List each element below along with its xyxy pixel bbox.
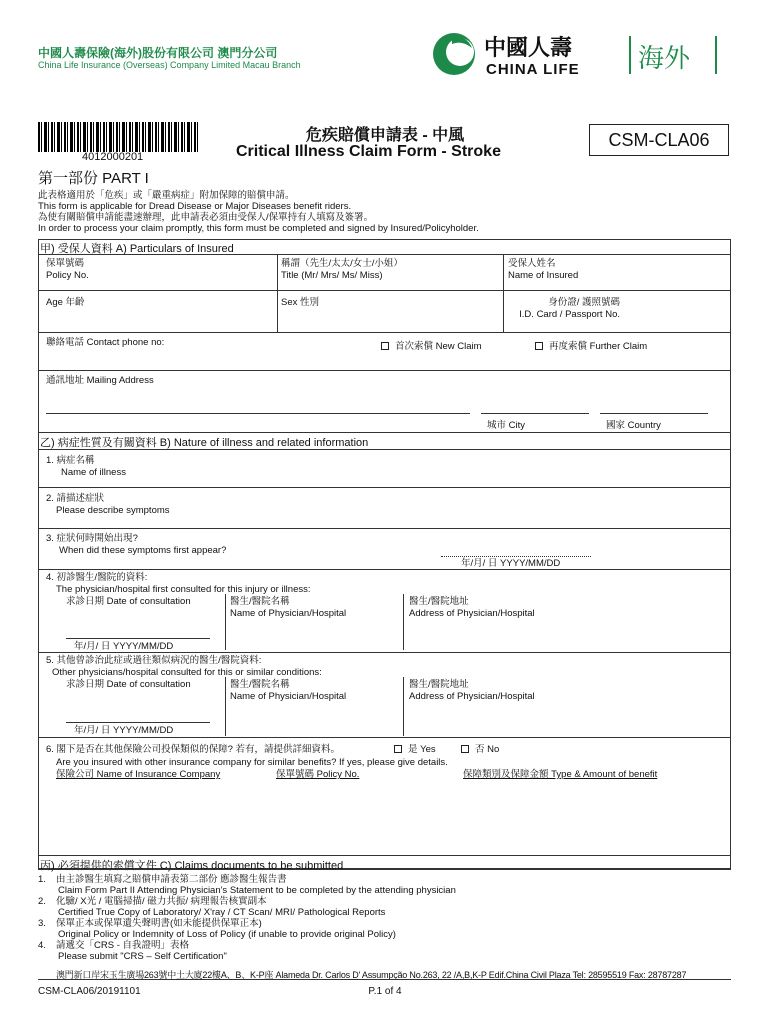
first-consult-heading: 4. 初診醫生/醫院的資料: The physician/hospital first consulted for this injury or illness: xyxy=(46,572,311,595)
insurance-policy-column[interactable]: 保單號碼 Policy No. xyxy=(276,769,360,780)
first-physician-address-field[interactable]: 醫生/醫院地址 Address of Physician/Hospital xyxy=(409,596,535,619)
sex-field[interactable]: Sex 性別 xyxy=(281,297,320,308)
company-name-zh: 中國人壽保險(海外)股份有限公司 澳門分公司 xyxy=(38,46,278,60)
new-claim-checkbox[interactable]: 首次索償 New Claim xyxy=(381,341,482,353)
company-name-en: China Life Insurance (Overseas) Company Limited Macau Branch xyxy=(38,60,301,70)
other-insurance-no-checkbox[interactable]: 否 No xyxy=(461,744,499,756)
other-insurance-question: 6. 閣下是否在其他保險公司投保類似的保障? 若有，請提供詳細資料。 xyxy=(46,744,340,755)
insurance-benefit-column[interactable]: 保障類別及保障金額 Type & Amount of benefit xyxy=(463,769,658,780)
policy-no-field[interactable]: 保單號碼 Policy No. xyxy=(46,258,89,281)
section-b-heading: 乙) 病症性質及有關資料 B) Nature of illness and related information xyxy=(40,437,369,449)
logo-text-en: CHINA LIFE xyxy=(486,61,580,78)
further-claim-checkbox[interactable]: 再度索償 Further Claim xyxy=(535,341,647,353)
first-consult-date-format: 年/月/ 日 YYYY/MM/DD xyxy=(74,641,174,652)
country-field[interactable]: 國家 Country xyxy=(606,420,661,431)
other-insurance-question-en: Are you insured with other insurance company for similar benefits? If yes, please give details. xyxy=(56,757,448,768)
other-consult-heading: 5. 其他曾診治此症或過往類似病況的醫生/醫院資料: Other physicians/hospital consulted for this or similar conditions: xyxy=(46,655,322,678)
footer-form-code: CSM-CLA06/20191101 xyxy=(38,986,141,997)
logo-text-overseas: 海外 xyxy=(638,44,691,74)
part1-heading: 第一部份 PART I xyxy=(38,170,149,187)
first-physician-field[interactable]: 醫生/醫院名稱 Name of Physician/Hospital xyxy=(230,596,347,619)
barcode-number: 4012000201 xyxy=(82,151,144,163)
first-consult-date-field[interactable]: 求診日期 Date of consultation xyxy=(66,596,191,607)
other-consult-date-format: 年/月/ 日 YYYY/MM/DD xyxy=(74,725,174,736)
age-field[interactable]: Age 年齡 xyxy=(46,297,85,308)
other-physician-field[interactable]: 醫生/醫院名稱 Name of Physician/Hospital xyxy=(230,679,347,702)
city-field[interactable]: 城市 City xyxy=(487,420,526,431)
illness-name-field[interactable]: 1. 病症名稱 Name of illness xyxy=(46,455,126,478)
footer-address: 澳門新口岸宋玉生廣場263號中土大廈22樓A、B、K-P座 Alameda Dr. Carlos D' Assumpção No.263, 22 /A,B,K-P Edif.China Civil Plaza Tel: 28595519 Fax: 28787287 xyxy=(56,970,687,980)
logo-text-zh: 中國人壽 xyxy=(484,36,573,61)
form-code-box: CSM-CLA06 xyxy=(589,124,729,156)
other-insurance-yes-checkbox[interactable]: 是 Yes xyxy=(394,744,436,756)
symptoms-start-date-format: 年/月/ 日 YYYY/MM/DD xyxy=(461,558,561,569)
other-physician-address-field[interactable]: 醫生/醫院地址 Address of Physician/Hospital xyxy=(409,679,535,702)
section-a-heading: 甲) 受保人資料 A) Particulars of Insured xyxy=(40,243,234,255)
china-life-logo xyxy=(432,30,752,78)
insurance-company-column[interactable]: 保險公司 Name of Insurance Company xyxy=(56,769,221,780)
id-field[interactable]: 身份證/ 護照號碼 I.D. Card / Passport No. xyxy=(519,297,620,320)
other-consult-date-field[interactable]: 求診日期 Date of consultation xyxy=(66,679,191,690)
form-title-zh: 危疾賠償申請表 - 中風 xyxy=(305,127,465,144)
title-field[interactable]: 稱謂（先生/太太/女士/小姐） Title (Mr/ Mrs/ Ms/ Miss) xyxy=(281,258,403,281)
section-c-heading: 丙) 必須提供的索償文件 C) Claims documents to be submitted xyxy=(40,860,344,872)
logo-emblem-icon xyxy=(433,33,475,75)
insured-name-field[interactable]: 受保人姓名 Name of Insured xyxy=(508,258,579,281)
form-title-en: Critical Illness Claim Form - Stroke xyxy=(236,143,501,160)
footer-page-number: P.1 of 4 xyxy=(368,986,402,997)
mailing-address-field[interactable]: 通訊地址 Mailing Address xyxy=(46,375,154,386)
intro-text: 此表格適用於「危疾」或「嚴重病症」附加保障的賠償申請。 This form is applicable for Dread Disease or Major Diseases benefit riders. 為使有關賠償申請能盡速辦理，此申請表必須由受保人/保單持有人填寫及簽署。 In order to process your claim promptly, this form must be completed and signed by Insured/Policyholder. xyxy=(38,190,479,234)
symptoms-field[interactable]: 2. 請描述症狀 Please describe symptoms xyxy=(46,493,170,516)
symptoms-start-field[interactable]: 3. 症狀何時開始出現? When did these symptoms first appear? xyxy=(46,533,227,556)
contact-phone-field[interactable]: 聯絡電話 Contact phone no: xyxy=(46,337,165,348)
